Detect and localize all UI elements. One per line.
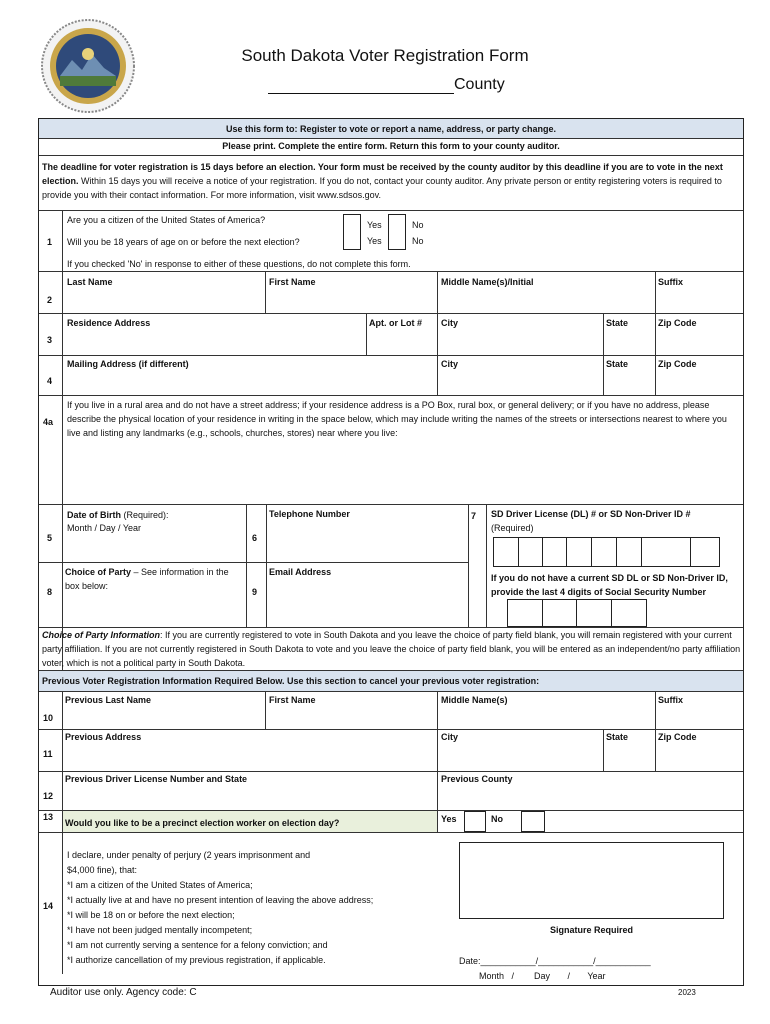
age-no-label: No: [412, 236, 424, 246]
registration-form: [38, 118, 744, 986]
mailing-city-label: City: [441, 359, 459, 369]
banner-line1: Use this form to: Register to vote or report a name, address, or party change.: [225, 124, 557, 134]
previous-county-label: Previous County: [441, 774, 513, 784]
row-number-14: 14: [43, 901, 54, 911]
dl-label: SD Driver License (DL) # or SD Non-Driver ID #: [491, 509, 691, 519]
row-number-9: 9: [252, 587, 258, 597]
signature-label: Signature Required: [549, 925, 633, 935]
suffix-label: Suffix: [658, 277, 684, 287]
dob-format: Month / Day / Year: [67, 523, 142, 533]
deadline-rest: Within 15 days you will receive a notice of your registration. If you do not, contact your county auditor. Any private person or entity registering voters is required to provide you with their contact information. For more information, visit www.sdsos.gov.: [42, 176, 722, 200]
state-label: State: [606, 318, 629, 328]
no-checkbox-group[interactable]: [388, 214, 406, 250]
last-name-label: Last Name: [67, 277, 113, 287]
precinct-no-checkbox[interactable]: [521, 811, 545, 832]
precinct-yes-label: Yes: [441, 814, 457, 824]
citizen-question: Are you a citizen of the United States of America?: [67, 215, 266, 225]
zip-label: Zip Code: [658, 318, 697, 328]
q1-note: If you checked 'No' in response to either of these questions, do not complete this form.: [67, 259, 411, 269]
deadline-bold: The deadline for voter registration is 15 days before an election. Your form must be received by the county auditor by this deadline if you are to vote in the next election.: [42, 162, 723, 186]
row-number-4a: 4a: [43, 417, 54, 427]
mailing-state-label: State: [606, 359, 629, 369]
signature-box[interactable]: [459, 842, 724, 919]
previous-suffix-label: Suffix: [658, 695, 684, 705]
party-rest: – See information in the box below:: [65, 567, 229, 591]
previous-middle-name-label: Middle Name(s): [441, 695, 508, 705]
date-format: Month / Day / Year: [479, 971, 606, 981]
row-number-1: 1: [47, 237, 53, 247]
row-number-4: 4: [47, 376, 53, 386]
dl-number-boxes[interactable]: [493, 537, 720, 567]
date-field[interactable]: Date:___________/___________/___________: [459, 956, 651, 966]
mailing-address-label: Mailing Address (if different): [67, 359, 189, 369]
row-number-2: 2: [47, 295, 53, 305]
precinct-no-label: No: [491, 814, 503, 824]
row-number-8: 8: [47, 587, 53, 597]
previous-first-name-label: First Name: [269, 695, 316, 705]
oath-line: $4,000 fine), that:: [67, 865, 138, 875]
auditor-note: Auditor use only. Agency code: C: [50, 987, 197, 998]
mailing-zip-label: Zip Code: [658, 359, 697, 369]
previous-state-label: State: [606, 732, 629, 742]
oath-line: *I am not currently serving a sentence for a felony conviction; and: [67, 940, 328, 950]
previous-dl-label: Previous Driver License Number and State: [65, 774, 248, 784]
row-number-3: 3: [47, 335, 53, 345]
county-label: County: [454, 76, 505, 93]
precinct-worker-question: Would you like to be a precinct election worker on election day?: [65, 818, 340, 828]
deadline-text: [42, 160, 742, 202]
row-number-7: 7: [471, 511, 477, 521]
dob-required: (Required):: [121, 510, 169, 520]
dob-label: [67, 508, 169, 522]
dl-required: (Required): [491, 523, 534, 533]
email-label: Email Address: [269, 567, 332, 577]
party-choice-label: [65, 565, 245, 593]
row-number-13: 13: [43, 812, 54, 822]
oath-line: *I authorize cancellation of my previous registration, if applicable.: [67, 955, 326, 965]
form-year: 2023: [678, 988, 696, 997]
previous-header: Previous Voter Registration Information Required Below. Use this section to cancel your previous voter registration:: [42, 676, 540, 686]
apt-label: Apt. or Lot #: [369, 318, 422, 328]
row-number-10: 10: [43, 713, 54, 723]
oath-line: I declare, under penalty of perjury (2 years imprisonment and: [67, 850, 311, 860]
row-number-12: 12: [43, 791, 54, 801]
county-blank[interactable]: [268, 77, 454, 94]
ssn-label: If you do not have a current SD DL or SD Non-Driver ID, provide the last 4 digits of Social Security Number: [491, 573, 728, 597]
middle-name-label: Middle Name(s)/Initial: [441, 277, 534, 287]
previous-zip-label: Zip Code: [658, 732, 697, 742]
previous-city-label: City: [441, 732, 459, 742]
rural-address-text: If you live in a rural area and do not have a street address; if your residence address is a PO Box, rural box, or general delivery; or if you have no address, please describe the physical location of your residence in writing in the space below, which may include writing the names of the streets or intersections nearest to where you live and listing any landmarks (e.g., schools, churches, stores) near where you live:: [67, 400, 727, 438]
party-info-text: [42, 628, 742, 670]
party-info-bold: Choice of Party Information: [42, 630, 161, 640]
county-field[interactable]: [268, 76, 505, 94]
citizen-yes-label: Yes: [367, 220, 382, 230]
age-question: Will you be 18 years of age on or before the next election?: [67, 237, 300, 247]
row-number-6: 6: [252, 533, 258, 543]
citizen-no-label: No: [412, 220, 424, 230]
oath-line: *I am a citizen of the United States of America;: [67, 880, 253, 890]
age-yes-label: Yes: [367, 236, 382, 246]
row-number-11: 11: [43, 749, 53, 759]
precinct-yes-checkbox[interactable]: [464, 811, 486, 832]
oath-line: *I have not been judged mentally incompetent;: [67, 925, 253, 935]
form-title: South Dakota Voter Registration Form: [241, 46, 529, 65]
row-number-5: 5: [47, 533, 53, 543]
party-bold: Choice of Party: [65, 567, 132, 577]
party-info-body: : If you are currently registered to vote in South Dakota and you leave the choice of party field blank, you will remain registered with your current party affiliation. If you are not currently registered in South Dakota to vote and you leave the choice of party field blank, you will be entered as an independent/no party affiliation voter, which is not a political party in South Dakota.: [42, 630, 741, 668]
banner-line2: Please print. Complete the entire form. Return this form to your county auditor.: [222, 141, 560, 151]
ssn-boxes[interactable]: [507, 599, 647, 627]
residence-address-label: Residence Address: [67, 318, 151, 328]
first-name-label: First Name: [269, 277, 316, 287]
previous-last-name-label: Previous Last Name: [65, 695, 152, 705]
telephone-label: Telephone Number: [269, 509, 350, 519]
state-seal: [26, 18, 150, 114]
oath-line: *I will be 18 on or before the next election;: [67, 910, 235, 920]
oath-line: *I actually live at and have no present intention of leaving the above address;: [67, 895, 374, 905]
city-label: City: [441, 318, 459, 328]
dob-bold: Date of Birth: [67, 510, 121, 520]
previous-address-label: Previous Address: [65, 732, 142, 742]
yes-checkbox-group[interactable]: [343, 214, 361, 250]
